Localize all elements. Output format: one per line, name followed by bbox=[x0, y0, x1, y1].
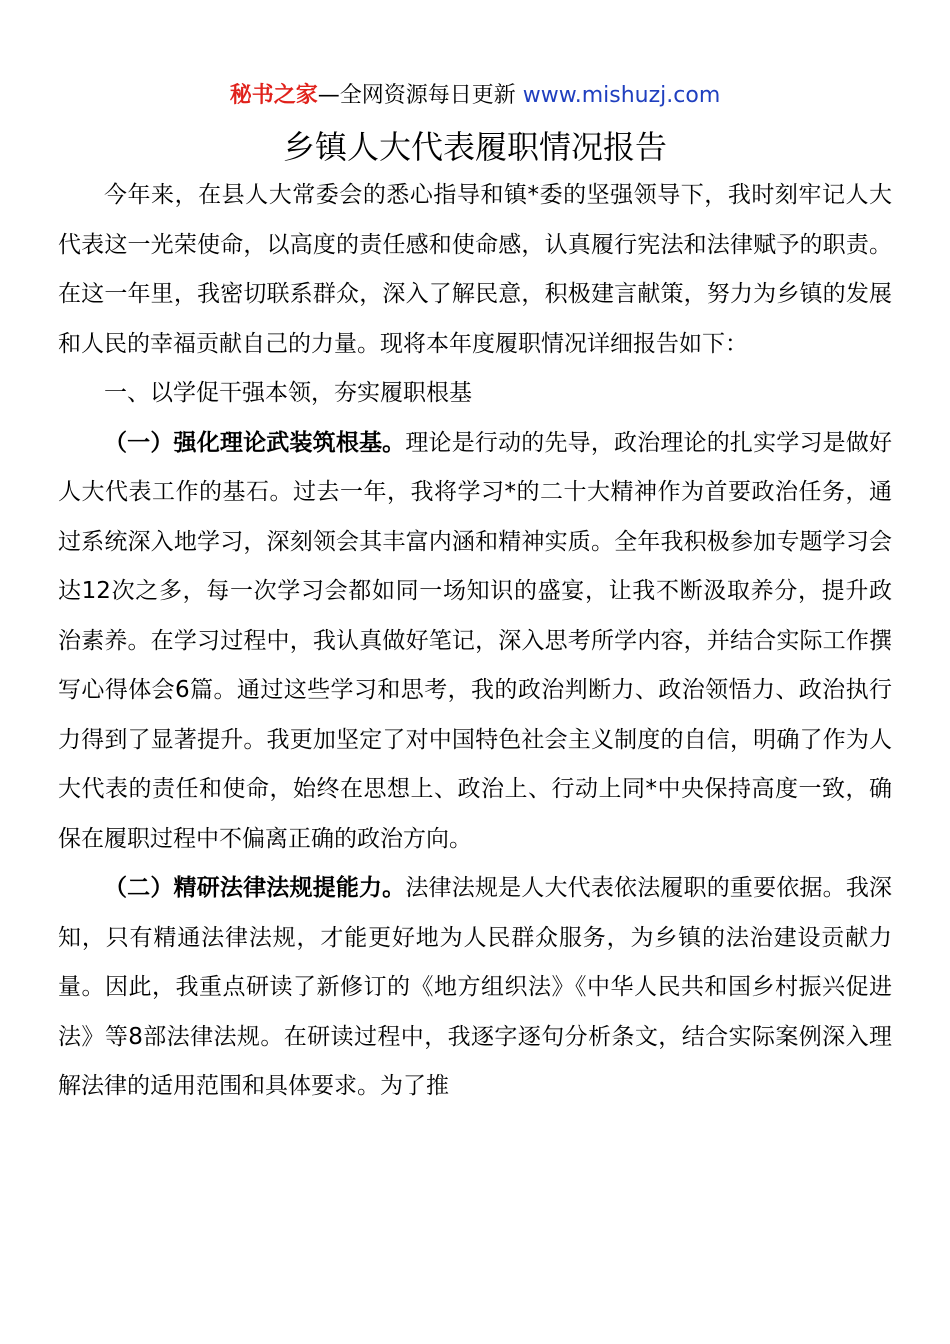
document-title: 乡镇人大代表履职情况报告 bbox=[282, 128, 667, 166]
section-heading: 一、以学促干强本领，夯实履职根基 bbox=[104, 380, 472, 406]
brand-name: 秘书之家 bbox=[229, 83, 318, 108]
intro-paragraph: 今年来，在县人大常委会的悉心指导和镇*委的坚强领导下，我时刻牢记人大代表这一光荣使命，以高度的责任感和使命感，认真履行宪法和法律赋予的职责。在这一年里，我密切联系群众，深入了解民意，积极建言献策，努力为乡镇的发展和人民的幸福贡献自己的力量。现将本年度履职情况详细报告如下： bbox=[58, 182, 892, 357]
subsection-paragraph bbox=[58, 419, 892, 865]
subsection-heading: （二）精研法律法规提能力。 bbox=[104, 875, 406, 901]
subsection-text: 法律法规是人大代表依法履职的重要依据。我深知，只有精通法律法规，才能更好地为人民群众服务，为乡镇的法治建设贡献力量。因此，我重点研读了新修订的《地方组织法》《中华人民共和国乡村振兴促进法》等8部法律法规。在研读过程中，我逐字逐句分析条文，结合实际案例深入理解法律的适用范围和具体要求。为了推 bbox=[58, 875, 893, 1099]
subsection-paragraph bbox=[58, 864, 892, 1112]
subsection-text: 理论是行动的先导，政治理论的扎实学习是做好人大代表工作的基石。过去一年，我将学习*的二十大精神作为首要政治任务，通过系统深入地学习，深刻领会其丰富内涵和精神实质。全年我积极参加专题学习会达12次之多，每一次学习会都如同一场知识的盛宴，让我不断汲取养分，提升政治素养。在学习过程中，我认真做好笔记，深入思考所学内容，并结合实际工作撰写心得体会6篇。通过这些学习和思考，我的政治判断力、政治领悟力、政治执行力得到了显著提升。我更加坚定了对中国特色社会主义制度的自信，明确了作为人大代表的责任和使命，始终在思想上、政治上、行动上同*中央保持高度一致，确保在履职过程中不偏离正确的政治方向。 bbox=[58, 429, 893, 852]
document-body bbox=[58, 171, 892, 1112]
site-banner bbox=[0, 80, 950, 112]
site-url-link[interactable]: www.mishuzj.com bbox=[522, 83, 721, 108]
banner-slogan: —全网资源每日更新 bbox=[317, 83, 516, 108]
subsection-heading: （一）强化理论武装筑根基。 bbox=[104, 429, 406, 456]
